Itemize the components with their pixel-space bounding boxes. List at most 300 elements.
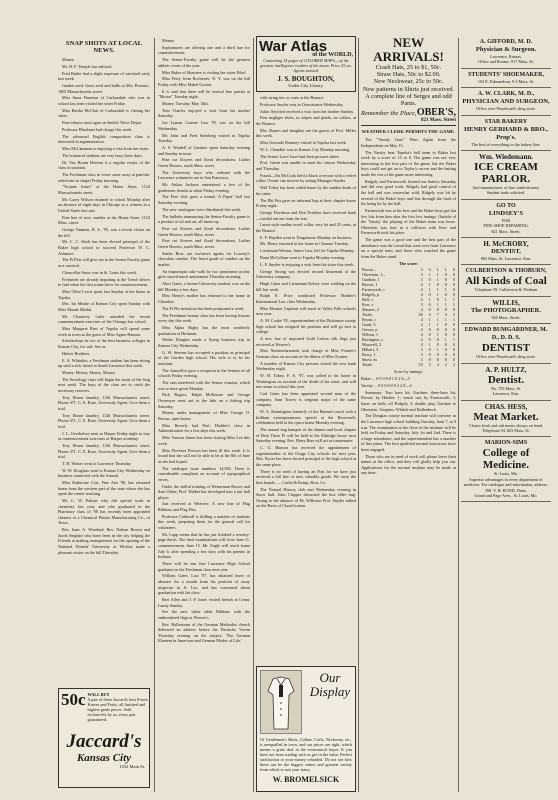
shirt-icon bbox=[261, 671, 301, 733]
business-card-line: The best of everything in the bakery line. bbox=[471, 141, 541, 147]
score-value: 1 bbox=[444, 287, 447, 293]
score-value: 0 bbox=[444, 307, 447, 313]
score-value: 0 bbox=[444, 357, 447, 363]
news-item: Mr. C. W. Palmer who did special work in chemistry last year, and who graduated in the Pharmacy class of '98 has recently been appointed chemist of a Chemical Plaster Manufacturing Co., of Texas. bbox=[58, 498, 150, 526]
innings-title: Score by innings: bbox=[393, 369, 424, 375]
business-card-line: Office and Rooms: 917 Mass. St. bbox=[478, 59, 534, 65]
news-item: Scholarships in two of the best business colleges in Kansas City, for sale. See us. bbox=[58, 338, 150, 349]
score-value: 0 bbox=[428, 267, 431, 273]
score-value: 0 bbox=[428, 307, 431, 313]
business-card-title: Meat Market. bbox=[473, 410, 539, 423]
business-card-line: No. 735 Mass. St. bbox=[490, 385, 521, 391]
baseball-paragraph: Farnsworth was at his best and the Baker boys got but few hits from him after the first few innings. Outside of the 'Varsity' the playing of the Baker team was loose. Oberstein was hurt in a collision with Kerr and Farnsworth took his place. bbox=[361, 207, 456, 236]
column-rule bbox=[458, 38, 459, 792]
business-card-name: EDWARD BUMGARDNER, M. D., D. D. S. bbox=[464, 327, 548, 342]
score-value: 3 bbox=[420, 272, 423, 278]
news-item: Dr. Van Hoorn Herrera is a regular visitor of the class in taxation. bbox=[58, 159, 150, 171]
news-item: Fine cut flowers and floral decorations. Luther Green Houses, south Mass. street. bbox=[158, 157, 250, 168]
news-item: Joe Lyman Cramer Law '95 was on the hill Wednesday. bbox=[158, 120, 250, 131]
baseball-paragraph: The game was a good one and the best part of the attendance was the crowd that went over from Lawrence on a special train, and those who watched the game from the Baker stand. bbox=[361, 237, 456, 259]
business-card bbox=[461, 297, 551, 324]
score-value: 1 bbox=[444, 297, 447, 303]
score-value: 0 bbox=[452, 332, 455, 338]
score-value: 1 bbox=[436, 347, 439, 353]
business-card-title: LINDSEY'S bbox=[488, 209, 524, 217]
score-value: 3 bbox=[420, 352, 423, 358]
score-value: 3 bbox=[420, 277, 423, 283]
score-value: 1 bbox=[444, 267, 447, 273]
news-item: Mr. C. C. Sholt has been elected principal of the Baker high school to succeed Professor W. C. Ashmore. bbox=[58, 239, 150, 256]
business-card bbox=[461, 116, 551, 151]
column-arrivals-baseball bbox=[361, 36, 456, 792]
score-value: 0 bbox=[428, 357, 431, 363]
news-item: Hulver Brothers. bbox=[62, 350, 91, 356]
news-item: Professor Blackmer had charge this week. bbox=[62, 126, 133, 132]
business-card-name: H. McCRORY, bbox=[483, 240, 529, 249]
business-card bbox=[461, 437, 551, 502]
news-item: Latest style mathie towel collar, very fat and 25 cents, at the Bounce. bbox=[256, 222, 356, 233]
business-card-line: Office over Woodward's drug store. bbox=[476, 354, 536, 360]
news-item: Just received at Weavers: A new line of Flag Ribbons and Flag Pins. bbox=[158, 501, 250, 513]
score-value: 0 bbox=[436, 282, 439, 288]
news-item: Miss Olive Lewis spent last Sunday at her home in Topeka. bbox=[58, 288, 150, 300]
news-item: Fine cut flowers and floral decorations. Luther Green Houses, south Mass. street. bbox=[158, 238, 250, 249]
news-item: George Strong was elected second lieutenant of the University company. bbox=[256, 268, 356, 280]
score-value: 0 bbox=[444, 277, 447, 283]
score-player: Bell, s bbox=[362, 297, 373, 303]
score-player: Bryan, c bbox=[362, 317, 377, 323]
news-item: Bert Allen and J. P. Jones visited friends at Lenny Landy Sunday. bbox=[158, 596, 250, 608]
business-card bbox=[461, 364, 551, 401]
war-atlas-news-items bbox=[256, 95, 356, 509]
news-item: Under the skilful training of Westerman Bowes and Sam Ozker, Prof. Walker has developed into a fair ball player. bbox=[158, 483, 250, 500]
column-more-news bbox=[158, 38, 250, 790]
news-item: Mr. H. F. Temple has enlisted. bbox=[62, 63, 113, 69]
business-card-line: Student trade solicited. bbox=[486, 190, 526, 196]
baseball-paragraph: The "Varsity Gate" Wins Again from the Independents on May 13. bbox=[361, 137, 456, 148]
news-item: Miss Florence Pierson has been ill this week. It is found that she will not be able to be at the 8th of June as she had hoped. bbox=[158, 447, 250, 464]
jaccard-ad-city: Kansas City bbox=[76, 752, 132, 764]
score-value: 0 bbox=[436, 307, 439, 313]
news-item: Fred Butler had a slight exposure of varioloid early last week. bbox=[58, 70, 150, 82]
news-item: Carl Gates has been appointed second man of the company. Sam Tracey is sergeant major of the same company. bbox=[256, 391, 356, 408]
news-item: The new catalogues were distributed this week. bbox=[162, 206, 242, 212]
jaccard-ad bbox=[58, 688, 150, 788]
business-card-line: 805 Mass. St. Lawrence, Kan. bbox=[480, 256, 532, 262]
score-value: 3 bbox=[428, 362, 431, 368]
score-value: 0 bbox=[452, 357, 455, 363]
news-item: Mr. Lupp seems that he has just finished a seventy-page thesis. The final examinations will close June 11, commencement June 15. Mr. Engle will reach home July 6, after spending a few days with his parents in Indiana. bbox=[158, 531, 250, 560]
news-item: There is no need of having an Post for we have just received a full line of new, valuable goods. We carry the best brands. — Carlin & Kemp, Bros. Co. bbox=[256, 468, 356, 485]
score-value: 1 bbox=[436, 322, 439, 328]
score-row bbox=[361, 362, 456, 367]
score-value: 4 bbox=[420, 307, 423, 313]
score-player: Brown, 1 bbox=[362, 282, 378, 288]
news-item: Miss Anna Harrison of Carbondale who was in school last term visited her sister Friday. bbox=[58, 95, 150, 106]
score-value: 0 bbox=[452, 272, 455, 278]
news-item: G. W. Stevens has accepted a position as principal of the Garden high school. His wife is to be his assistant. bbox=[158, 349, 250, 366]
news-item: A. M. Cooke '95, superintendent of the Dickinson county high school has resigned his position and will go east to college. bbox=[256, 318, 356, 335]
news-item: The Pi Phi invitation has been postponed a week. bbox=[162, 305, 245, 311]
new-arrivals-line: Crash Hats, 25 to $1, 50c. bbox=[375, 64, 442, 71]
score-value: 0 bbox=[452, 327, 455, 333]
score-value: 1 bbox=[428, 342, 431, 348]
news-item: The Senior-Faculty game will be the greatest athletic event of the year. bbox=[158, 57, 250, 68]
score-value: 7 bbox=[436, 312, 439, 318]
score-value: 4 bbox=[420, 297, 423, 303]
score-value: 1 bbox=[436, 277, 439, 283]
news-item: "Trojane Jones" at the Home Store, 1124 Massachusetts street. bbox=[58, 184, 150, 195]
business-card-line: St. Louis, Mo. bbox=[493, 471, 519, 477]
score-value: 0 bbox=[436, 342, 439, 348]
news-item: The chancellor gave a reception to the Seniors of all schools Friday evening. bbox=[158, 367, 250, 379]
business-card-line: 926 Mass. Street. bbox=[491, 314, 521, 320]
score-value: 0 bbox=[444, 322, 447, 328]
news-item: The Freshman class in voice came away at patriotic selections in chapel Friday morning. bbox=[58, 171, 150, 183]
business-card bbox=[461, 238, 551, 265]
business-card-line: And manufacturer of fine confectionery. bbox=[472, 185, 540, 191]
business-card-line: Lawrence, Kan. bbox=[492, 391, 520, 397]
news-item: The Phi Psis gave an informal hop at their chapter house Friday night. bbox=[256, 197, 356, 209]
baseball-paragraph: The Varsity beat Topeka's ball team to Baker last week by a score of 15 to 8. The game was not very interesting in the first part of the game, but the Baker boys could not get on to Taylor's curves and the batting made the rest of the game more interesting. bbox=[361, 149, 456, 177]
score-value: 1 bbox=[428, 287, 431, 293]
score-value: 36 bbox=[418, 312, 423, 318]
news-item: Julius Seyfried received a visit from his brother Sunday. bbox=[260, 108, 355, 114]
news-item: Miss Baker of Shawnee is visiting her sister Ethel. bbox=[162, 69, 247, 75]
score-title: The score: bbox=[399, 260, 418, 266]
news-item: Money. bbox=[162, 38, 175, 43]
score-value: 1 bbox=[444, 302, 447, 308]
war-atlas-vendor: J. S. BOUGHTON, bbox=[277, 75, 335, 83]
news-item: A. S. Wardell of Gardner spent Saturday evening and Sunday in town. bbox=[158, 144, 250, 156]
news-item: W. H. Tobey, F. A. '97, was called to his home in Washington on account of the death of his sister, and will not return to school this year. bbox=[256, 373, 356, 390]
score-value: 0 bbox=[452, 277, 455, 283]
news-item: A new line of imported Gold Cotton silk flags just received at Weaver's. bbox=[256, 336, 356, 347]
news-item: Found—On McCook field a black overcoat with a velvet collar. Owner can recover by seeing Manager Snyder. bbox=[256, 172, 356, 184]
news-item: E. A. Whitaker, a Freshman student has been sitting up with a sick friend in South Lawrence this week. bbox=[58, 357, 150, 369]
news-item: E. F. Hayden went to Tonganoxie Monday on business. bbox=[260, 234, 353, 240]
new-arrivals-address: 821 Mass. Street bbox=[420, 118, 456, 124]
business-card-name: A. P. HULTZ, bbox=[485, 365, 527, 374]
news-item: Mrs. Barnes and daughter are the guests of Prof. Miller this week. bbox=[256, 127, 356, 139]
news-item: Ralph E. Price conducted Professor Hodder's International Law class Wednesday. bbox=[256, 293, 356, 304]
business-card-line: FINE SHOE REPAIRING. bbox=[483, 223, 529, 229]
news-item: William Gates, Law '97, has obtained leave of absence for a month from his position of essay inspector in Jr. Lee, and has consented about graduation with his class. bbox=[158, 573, 250, 596]
news-item: Rev. Hallentrain of the German Methodist church delivered an address before the Deutsche Verein Thursday evening on the subject, 'The German Element in American and German Modes of Life.' bbox=[158, 621, 250, 644]
score-value: 3 bbox=[420, 347, 423, 353]
score-value: 1 bbox=[436, 332, 439, 338]
score-value: 1 bbox=[428, 317, 431, 323]
news-item: The Sociology class will begin the study of the Seig next week. The boys of the class are to catch the necessary reserves. bbox=[58, 376, 150, 393]
score-player: Snow, m bbox=[362, 357, 377, 363]
score-value: 1 bbox=[444, 317, 447, 323]
score-value: 4 bbox=[420, 337, 423, 343]
score-value: 0 bbox=[452, 292, 455, 298]
score-player: Maxwell, 2 bbox=[362, 342, 382, 348]
baseball-tail-paragraph: The Douglas county normal institute will convene in the Lawrence high school building Tuesday, June 7, at 9 a.m. The examination at the close of the institute will be held on Friday and Saturday, July 1st and 2nd. There is a large attendance, and the superintendent has a number of fine plans. The best qualified normal instructors have been engaged. bbox=[361, 413, 456, 452]
business-card-line: Superior advantages in every department of medicine. For catalogue and information, address, bbox=[464, 476, 548, 488]
score-player: Totals bbox=[362, 312, 373, 318]
jaccard-ad-address: 1032 Main St. bbox=[119, 764, 145, 769]
news-item: The Pi Phis will give out in the Senior Faculty game as a carnival. bbox=[58, 257, 150, 268]
business-card-line: Grand and Page Aves., St. Louis, Mo. bbox=[474, 492, 538, 498]
war-atlas-vendor-sub: Under City Library. bbox=[288, 83, 324, 88]
news-item: J. L. Overholser went to Harper Friday night to stay at commencement exercises of Harper academy. bbox=[58, 430, 150, 442]
news-item: W. L. Chandler was in Kansas City Monday morning. bbox=[260, 146, 351, 152]
news-item: W. A. Kennington formerly of the Bennett coach with a brilliant extemporaneous speech at the Reverend's celebration held in the opera house Monday evening. bbox=[256, 409, 356, 426]
news-item: The Free club gave a formal 'A Paper' ball last Saturday evening. bbox=[158, 194, 250, 206]
business-card-line: FOR bbox=[501, 217, 511, 223]
business-cards bbox=[461, 36, 551, 502]
business-card-line: Office over Woodward's drug store. bbox=[476, 106, 536, 112]
shirt-illustration bbox=[260, 670, 302, 734]
score-value: 1 bbox=[436, 292, 439, 298]
score-value: 0 bbox=[428, 292, 431, 298]
business-card bbox=[461, 69, 551, 88]
more-news-items bbox=[158, 38, 250, 644]
score-value: 0 bbox=[444, 332, 447, 338]
news-item: Miss Neutenchawanda took charge of Miss Fornier's German class on account of the illness of Miss Fornier. bbox=[256, 348, 356, 360]
news-item: A number of Kansas City persons visited the new bank Wednesday night. bbox=[256, 360, 356, 372]
score-value: 4 bbox=[420, 287, 423, 293]
column-rule bbox=[358, 38, 359, 792]
news-item: Prof. Green was unable to meet his classes Wednesday and Thursday. bbox=[256, 160, 356, 172]
jaccard-ad-subtitle: WALL BUY bbox=[87, 692, 110, 697]
business-card-name: WILLIS, bbox=[492, 298, 520, 307]
news-item: Fine tobacco and cigars at Smith's News Depot. bbox=[62, 120, 143, 126]
news-item: Troy House laundry, 1126 Massachusetts street. Phone 471. C. E. Rose, University Agent. Give them a trial. bbox=[58, 443, 150, 460]
score-value: 0 bbox=[428, 332, 431, 338]
score-value: 0 bbox=[428, 347, 431, 353]
war-atlas-title: War Atlas bbox=[259, 38, 328, 55]
score-value: 0 bbox=[452, 352, 455, 358]
news-item: Miss Beverly had Prof. Hodder's class in Administration for a few days this week. bbox=[158, 422, 250, 434]
news-item: Money. Tuesday. May 14th. bbox=[162, 101, 209, 107]
news-item: Fine cut flowers and floral decorations. Luther Green Houses, south Mass. street. bbox=[158, 226, 250, 237]
business-card bbox=[461, 151, 551, 200]
news-item: The bulletin announcing the Senior-Faculty game is a product of oil and art, all barter up. bbox=[158, 213, 250, 225]
business-card-title: College of Medicine. bbox=[482, 447, 530, 472]
news-item: The Senior Laws' have had their pictures taken. bbox=[260, 153, 340, 159]
news-item: The Natural History club met Wednesday evening in Snow hall. John Clapper discussed the box elder bug. Owing to the absence of Dr. Williston Prof. Snyder talked on the Basis of Classification. bbox=[256, 486, 356, 509]
score-value: 0 bbox=[444, 347, 447, 353]
news-item: See the new white table Ribbons with the embroidered flags at Weaver's. bbox=[158, 609, 250, 620]
news-item: Fine negligee shirts, in stripes and plaids, no collars, at the Bounce. bbox=[256, 115, 356, 126]
war-atlas-subtitle: of the WORLD, bbox=[312, 52, 353, 58]
business-card-line: 821 Mass. Street. bbox=[491, 228, 521, 234]
score-value: 0 bbox=[436, 327, 439, 333]
score-value: 0 bbox=[428, 337, 431, 343]
score-value: 2 bbox=[452, 362, 455, 368]
news-item: It is said that there will be several fine parties at "Mortar" Tuesday night. bbox=[158, 88, 250, 100]
business-card-name: A. W. CLARK, M. D., bbox=[477, 91, 535, 98]
news-item: Garden seed. Grass seed and bulbs at Mrs. Prentiss', 1005 Massachusetts street. bbox=[58, 82, 150, 94]
news-item: T. H. Winter went to Lawrence Thursday. bbox=[62, 460, 132, 466]
score-value: 0 bbox=[436, 357, 439, 363]
score-value: 4 bbox=[420, 332, 423, 338]
score-player: Bacon... bbox=[362, 267, 376, 273]
business-card-line: DR. Y. H. BOND, Dean. bbox=[485, 487, 527, 493]
score-value: 1 bbox=[452, 337, 455, 343]
jaccard-ad-desc: A pair of these Jaccard's best 8-inch Knives and Forks, all finished and highest grade pieces. Sold exclusively by us, every pair guaranteed. bbox=[87, 697, 148, 722]
score-value: 0 bbox=[428, 352, 431, 358]
baseball-tail-paragraph: Summary: Two base hit, Gardner, three-base hit, Brown; by Hardee; 1; struck out, by Farnsworth, 3; bases on balls; off Ridgely 3; double play, Gardner to Oberstein. Umpires: Whittle and Hollenbeck. bbox=[361, 389, 456, 412]
news-item: There will be one fine Lawrence High School graduates in the Freshman class next year. bbox=[158, 560, 250, 572]
business-card-title: DENTIST, bbox=[491, 248, 521, 256]
news-item: Walter Douglas made a flying business trip to Kansas City Wednesday. bbox=[158, 337, 250, 348]
score-value: 0 bbox=[444, 272, 447, 278]
business-card-name: MARION-SIMS bbox=[484, 440, 528, 447]
business-card-name: Wm. Wiedemann. bbox=[479, 153, 533, 162]
business-card-name: CHAS. HESS, bbox=[484, 402, 528, 411]
business-card-name: CULBERTSON & THOBURN, bbox=[465, 268, 547, 275]
baseball-tail bbox=[361, 390, 456, 476]
business-card bbox=[461, 324, 551, 363]
score-value: 0 bbox=[428, 277, 431, 283]
business-card-title: PHYSICIAN AND SURGEON, bbox=[462, 98, 550, 106]
score-value: 4 bbox=[420, 342, 423, 348]
new-arrivals-line: New patterns in Shirts just received. bbox=[362, 85, 455, 93]
score-value: 0 bbox=[452, 347, 455, 353]
news-item: Miss Vasseur James has been visiting Miss Lee this week. bbox=[158, 435, 250, 446]
business-card bbox=[461, 200, 551, 238]
our-display-title: Our Display bbox=[309, 670, 351, 699]
news-item: Ms. Henry returned to her home in Chanute Tuesday. bbox=[260, 241, 350, 247]
business-card-line: Lawrence, Kansas. bbox=[490, 54, 522, 59]
column-business-cards bbox=[461, 36, 551, 792]
score-value: 0 bbox=[444, 342, 447, 348]
score-value: 4 bbox=[420, 292, 423, 298]
news-item: Money. bbox=[62, 57, 75, 62]
news-item: Sattler Bros. are exclusive agents for Lowney's chocolate candies. The finest grade of candies on the market. bbox=[158, 250, 250, 267]
news-item: Miss Henry's mother has returned to her home in Cherokee. bbox=[158, 293, 250, 305]
score-player: Kerr, s bbox=[362, 302, 374, 308]
news-item: Mr. Arthur Jackson entertained a few of his gentlemen friends at whist Friday evening. bbox=[158, 182, 250, 193]
baseball-heading: WEATHER CLERK PERMITS THE GAME. bbox=[361, 129, 456, 135]
score-player: Ridgely, p bbox=[362, 292, 380, 298]
news-item: Sophomores are offering one and a third fare for commencement. bbox=[158, 44, 250, 56]
score-player: Gower, p bbox=[362, 327, 378, 333]
score-value: 4 bbox=[420, 282, 423, 288]
score-value: 4 bbox=[420, 327, 423, 333]
score-value: 0 bbox=[444, 327, 447, 333]
local-news-heading: SNAP SHOTS AT LOCAL NEWS. bbox=[65, 40, 143, 54]
news-item: Miss Margaret Rust of Topeka will spend some week in town as the guest of Miss Agnes Hanson. bbox=[58, 326, 150, 337]
news-item: Fine line of new candies at the Home Store, 1124 Mass. street. bbox=[58, 214, 150, 226]
score-player: Totals bbox=[362, 362, 373, 368]
score-value: 0 bbox=[452, 287, 455, 293]
news-item: Professor Caldwell is drilling a number of students this week, preparing them for the general call for volunteers. bbox=[158, 513, 250, 531]
score-player: Shearer, 2 bbox=[362, 307, 379, 313]
business-card bbox=[461, 265, 551, 296]
news-item: Tom Charles enjoyed a visit from his mother Saturday. bbox=[158, 107, 250, 119]
news-item: L. F. Snyder is enjoying a visit from his sister this week. bbox=[260, 261, 355, 267]
score-value: 1 bbox=[436, 302, 439, 308]
news-item: Miss Perry from Rochester, N. Y. was on the hill Friday with Miss Mabel Gorton. bbox=[158, 76, 250, 87]
news-item: W. W. Douglass went to Kansas City Wednesday on business connected with the Annual. bbox=[58, 467, 150, 479]
innings-line: Varsity ... 0 0 0 0 0 0 2 2 0—4 bbox=[361, 382, 412, 388]
score-player: Bevington, s bbox=[362, 337, 384, 343]
business-card-title: ICE CREAM PARLOR. bbox=[474, 161, 538, 186]
score-player: Wilson, 1 bbox=[362, 332, 379, 338]
score-value: 0 bbox=[428, 302, 431, 308]
new-arrivals-store: OBER'S, bbox=[416, 107, 456, 119]
news-item: Mr. John and Fred Steinberg visited in Topeka Tuesday. bbox=[158, 132, 250, 144]
score-value: 1 bbox=[428, 322, 431, 328]
news-item: Hugh Caine and Lieutenant Kelsey were walking on the hill last week. bbox=[256, 280, 356, 292]
score-value: 1 bbox=[428, 272, 431, 278]
business-card bbox=[461, 88, 551, 115]
score-value: 4 bbox=[420, 322, 423, 328]
business-card-title: Physician & Surgeon. bbox=[475, 46, 537, 53]
news-item: The catalogue issue numbers 14,500. There is considerable complaint on account of typographical errors. bbox=[158, 465, 250, 482]
score-value: 1 bbox=[444, 337, 447, 343]
baseball-paragraph: Ridgely and Farnsworth formed our battery Saturday and did very good work. Ridgely had good control of the ball and was somewhat wild. Ridgely was hit by several of the Baker boys and lost through the fault of his being hit by the ball. bbox=[361, 178, 456, 207]
new-arrivals-headline: NEW ARRIVALS! bbox=[373, 36, 444, 64]
score-value: 0 bbox=[452, 322, 455, 328]
column-war-atlas bbox=[256, 36, 356, 792]
news-item: Mr. Chauncey Little attended the recent commencement exercises of the Chicago law school. bbox=[58, 313, 150, 325]
score-player: Oberstein, 3... bbox=[362, 272, 386, 278]
score-value: 1 bbox=[452, 302, 455, 308]
news-item: The advanced English composition class is interested in argumentation. bbox=[58, 133, 150, 145]
business-card-name: GO TO bbox=[496, 202, 516, 209]
score-value: 3 bbox=[420, 302, 423, 308]
news-item: Alice Gates, a former University student, was on the hill Monday a few days. bbox=[158, 281, 250, 292]
new-arrivals-lines bbox=[361, 64, 456, 107]
news-item: Professor Snyder was in Osawatomie Wednesday. bbox=[260, 101, 344, 107]
baseball-tail-paragraph: Those who are in need of work will please leave their names at the office, and they will gladly help you out. Applications for the normal institute may be made at any time. bbox=[361, 453, 456, 476]
business-card bbox=[461, 36, 551, 69]
score-value: 1 bbox=[428, 282, 431, 288]
news-item: Money. Money. Money. Money. bbox=[62, 369, 116, 375]
business-card-title: DENTIST bbox=[481, 342, 531, 355]
news-item: The University boys who enlisted with the Lawrence volunteers are in San Francisco. bbox=[158, 169, 250, 181]
news-item: C. G. Hanson has received the appointment of superintendent of the Osage City schools for next year. Mrs. Kyser has been elected principal of the high school at the same place. bbox=[256, 445, 356, 467]
score-player: Berry, 1 bbox=[362, 352, 376, 358]
bromelsick-display-ad bbox=[256, 666, 356, 792]
innings-line: Baker ... 0 0 0 0 0 1 0 2 0—3 bbox=[361, 376, 410, 382]
news-item: Rev. Isaac A. Woodard, Rev. Nathan Brown and Jacob Sieghart who have been in the city helping the Friends in making arrangements for the opening of the National Friends' University at Wichita made a pleasant visitor on the hill Thursday. bbox=[58, 527, 150, 555]
news-item: Miss Bertha McClair of Carbondale is visiting her sister. bbox=[58, 107, 150, 119]
news-item: Troy House laundry, 1126 Massachusetts street. Phone 471. C. E. Rose, University Agent. Give them a trial. bbox=[58, 394, 150, 411]
score-value: 3 bbox=[420, 267, 423, 273]
score-value: 4 bbox=[428, 312, 431, 318]
news-item: Miss Eleanor Capteurt will teach at Valley Falls schools next year. bbox=[256, 305, 356, 317]
score-value: 1 bbox=[436, 267, 439, 273]
score-value: 0 bbox=[444, 352, 447, 358]
news-item: The rain interfered with the Senior reunion, which was to have given Monday. bbox=[158, 380, 250, 391]
war-atlas-ad bbox=[256, 36, 356, 92]
score-value: 0 bbox=[452, 342, 455, 348]
score-value: 33 bbox=[418, 362, 423, 368]
score-value: 1 bbox=[436, 317, 439, 323]
news-item: George Davidson and Don Norfleet have received bank—cordial rations from the war. bbox=[256, 209, 356, 221]
our-display-text: Of Gentlemen's Shirts, Collars, Cuffs, Neckwear, etc., is unequalled in town, and our prices are right, which means a great deal in the economical buyer. If you have not been trading with us get in the habit. Perfect satisfaction or your money refunded. Do not see how these can be the biggest values and greatest variety from which to suit your fancy. bbox=[260, 737, 352, 772]
score-value: 0 bbox=[452, 307, 455, 313]
new-arrivals-line: A complete line of Serges and odd Pants. bbox=[365, 92, 452, 108]
news-item: The Freshman botany class has been having lessons every day this week. bbox=[158, 312, 250, 324]
news-item: Chancellor Snow was in St. Louis this week. bbox=[62, 269, 138, 275]
business-card-title: All Kinds of Coal bbox=[465, 275, 547, 288]
score-value: 4 bbox=[436, 362, 439, 368]
business-card-line: Choice fresh and salt meats always on hand. Telephone 94. 823 Mass. St. bbox=[468, 422, 544, 433]
innings-lines bbox=[361, 376, 456, 388]
baseball-story bbox=[361, 137, 456, 259]
business-card-name: A. GIFFORD, M. D. bbox=[479, 39, 533, 45]
news-item: The botanical students are very busy these days. bbox=[62, 152, 143, 158]
score-value: 1 bbox=[436, 272, 439, 278]
